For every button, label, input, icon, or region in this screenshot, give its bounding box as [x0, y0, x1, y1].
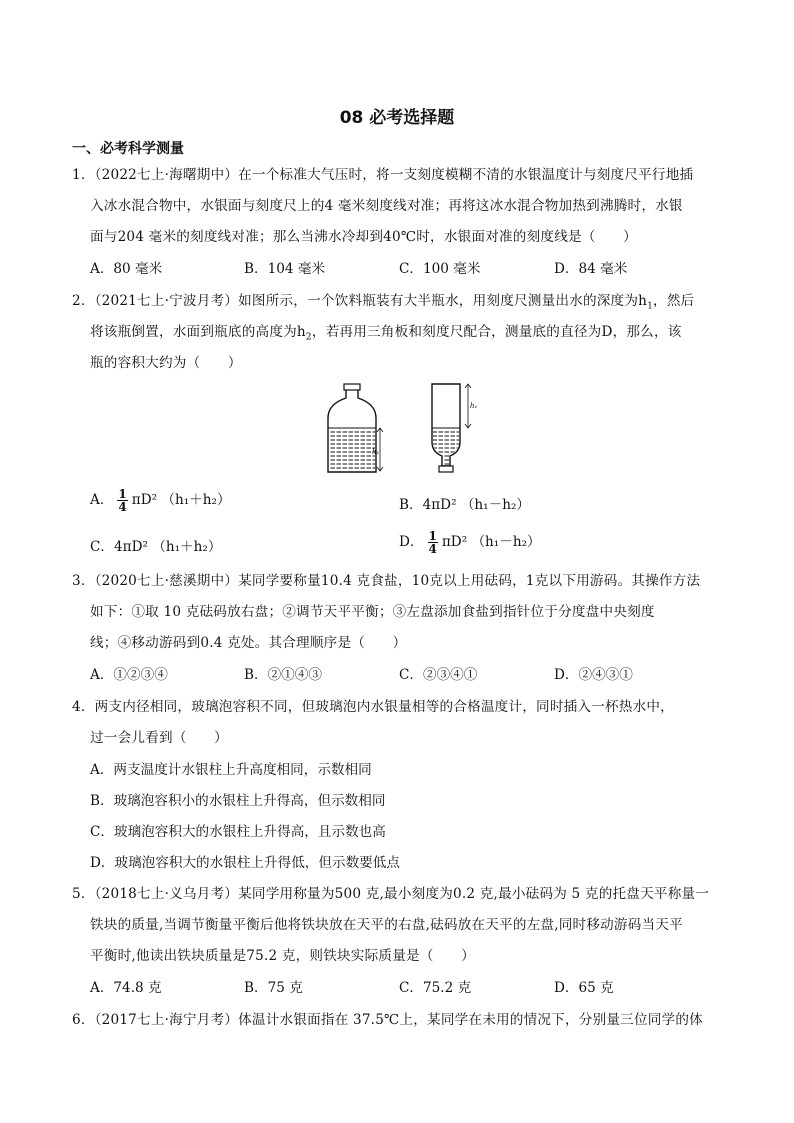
q2-line-1-text: 2．（2021七上·宁波月考）如图所示，一个饮料瓶装有大半瓶水，用刻度尺测量出水的深度为h — [72, 293, 648, 309]
q2-option-a[interactable] — [90, 488, 231, 513]
q5-option-d[interactable]: D．65 克 — [554, 980, 614, 996]
q1-option-c[interactable]: C．100 毫米 — [399, 261, 481, 277]
q2-line-2-sub: 2 — [305, 332, 312, 343]
q2-line-1-tail: ，然后 — [653, 293, 695, 309]
q2-option-d-prefix: D． — [399, 534, 424, 550]
q6-line-1: 6．（2017七上·海宁月考）体温计水银面指在 37.5℃上，某同学在未用的情况下，分别量三位同学的体 — [72, 1012, 703, 1028]
q3-option-b[interactable]: B．②①④③ — [244, 667, 322, 683]
q2-line-2 — [90, 320, 682, 343]
q3-option-d[interactable]: D．②④③① — [554, 667, 633, 683]
q4-line-1: 4．两支内径相同，玻璃泡容积不同，但玻璃泡内水银量相等的合格温度计，同时插入一杯热水中， — [72, 699, 674, 715]
q2-option-d-body: πD² （h₁－h₂） — [441, 534, 541, 550]
q1-option-a[interactable]: A．80 毫米 — [90, 261, 163, 277]
q4-option-d[interactable]: D．玻璃泡容积大的水银柱上升得低，但示数要低点 — [90, 855, 400, 871]
q3-line-1: 3．（2020七上·慈溪期中）某同学要称量10.4 克食盐，10克以上用砝码，1克以下用游码。其操作方法 — [72, 573, 701, 589]
bottle-figure — [320, 382, 480, 478]
fraction-numerator: 1 — [428, 529, 437, 543]
q2-option-d[interactable] — [399, 530, 541, 555]
q2-line-1 — [72, 289, 694, 312]
q1-option-b[interactable]: B．104 毫米 — [244, 261, 326, 277]
q2-option-a-fraction — [117, 488, 127, 513]
page-title: 08 必考选择题 — [339, 108, 455, 128]
q2-option-a-prefix: A． — [90, 492, 114, 508]
q3-option-c[interactable]: C．②③④① — [399, 667, 478, 683]
q2-option-d-fraction — [428, 530, 438, 555]
inverted-bottle — [432, 384, 478, 472]
h1-label-inverted: h₁ — [470, 402, 478, 410]
q3-option-a[interactable]: A．①②③④ — [90, 667, 168, 683]
q2-line-2-tail: ，若再用三角板和刻度尺配合，测量底的直径为D，那么，该 — [311, 324, 682, 340]
q1-line-3: 面与204 毫米的刻度线对准；那么当沸水冷却到40℃时，水银面对准的刻度线是（ ） — [90, 229, 637, 245]
q2-option-b[interactable]: B．4πD² （h₁－h₂） — [399, 497, 531, 513]
q4-option-c[interactable]: C．玻璃泡容积大的水银柱上升得高，且示数也高 — [90, 824, 386, 840]
q2-line-3: 瓶的容积大约为（ ） — [90, 355, 242, 371]
q4-line-2: 过一会儿看到（ ） — [90, 730, 228, 746]
q1-line-2: 入冰水混合物中，水银面与刻度尺上的4 毫米刻度线对准；再将这冰水混合物加热到沸腾时，水银 — [90, 198, 683, 214]
q2-line-2-text: 将该瓶倒置，水面到瓶底的高度为h — [90, 324, 306, 340]
q2-option-c[interactable]: C．4πD² （h₁＋h₂） — [90, 539, 222, 555]
bottle-diagram — [320, 382, 480, 474]
q5-line-2: 铁块的质量,当调节衡量平衡后他将铁块放在天平的右盘,砝码放在天平的左盘,同时移动游码当天平 — [90, 917, 683, 933]
q4-option-b[interactable]: B．玻璃泡容积小的水银柱上升得高，但示数相同 — [90, 793, 386, 809]
q3-line-2: 如下：①取 10 克砝码放右盘；②调节天平平衡；③左盘添加食盐到指针位于分度盘中央刻度 — [90, 604, 655, 620]
q3-line-3: 线；④移动游码到0.4 克处。其合理顺序是（ ） — [90, 635, 407, 651]
q4-option-a[interactable]: A．两支温度计水银柱上升高度相同，示数相同 — [90, 762, 372, 778]
q1-line-1: 1．（2022七上·海曙期中）在一个标准大气压时，将一支刻度模糊不清的水银温度计与刻度尺平行地插 — [72, 167, 694, 183]
fraction-denominator: 4 — [118, 500, 127, 514]
q5-line-3: 平衡时,他读出铁块质量是75.2 克，则铁块实际质量是（ ） — [90, 948, 475, 964]
q2-option-a-body: πD² （h₁＋h₂） — [131, 492, 231, 508]
upright-bottle — [328, 384, 383, 472]
q5-line-1: 5．（2018七上·义乌月考）某同学用称量为500 克,最小刻度为0.2 克,最小砝码为 5 克的托盘天平称量一 — [72, 886, 710, 902]
q5-option-c[interactable]: C．75.2 克 — [399, 980, 472, 996]
q2-line-1-sub: 1 — [647, 301, 654, 312]
section-heading: 一、必考科学测量 — [72, 141, 184, 157]
h1-label-upright: h₁ — [372, 448, 380, 456]
q5-option-b[interactable]: B．75 克 — [244, 980, 303, 996]
q5-option-a[interactable]: A．74.8 克 — [90, 980, 162, 996]
fraction-numerator: 1 — [118, 487, 127, 501]
fraction-denominator: 4 — [428, 542, 437, 556]
q1-option-d[interactable]: D．84 毫米 — [554, 261, 628, 277]
